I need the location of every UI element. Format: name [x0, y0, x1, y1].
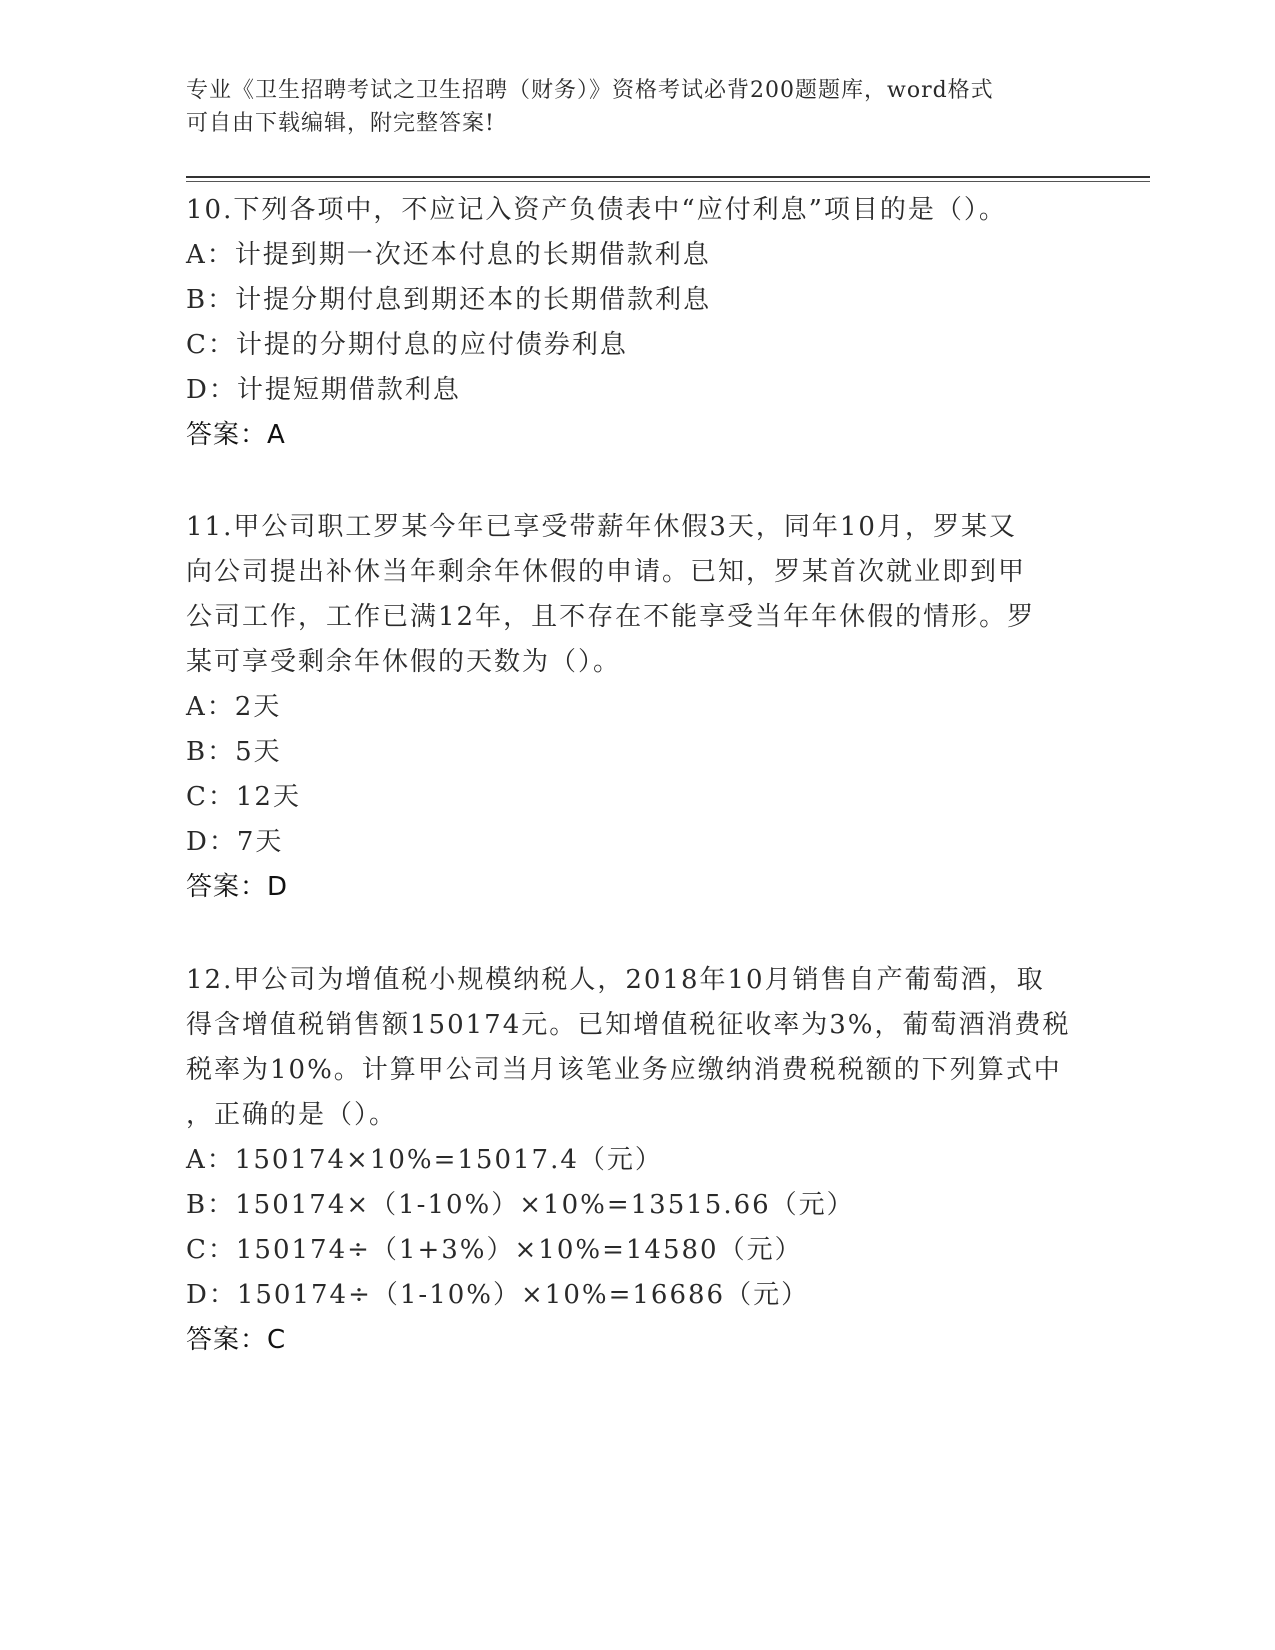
question-12: [186, 958, 1086, 1363]
header-title-line-1: 专业《卫生招聘考试之卫生招聘（财务）》资格考试必背200题题库，word格式: [186, 78, 994, 103]
option-c: C：12天: [186, 782, 301, 812]
option-b: B：5天: [186, 737, 282, 767]
answer-line: 答案：C: [186, 1325, 287, 1355]
option-a: A：150174×10%=15017.4（元）: [186, 1145, 663, 1175]
option-a: A：2天: [186, 692, 282, 722]
option-d: D：150174÷（1-10%）×10%=16686（元）: [186, 1280, 810, 1310]
answer-line: 答案：D: [186, 872, 289, 902]
option-b: B：计提分期付息到期还本的长期借款利息: [186, 285, 712, 315]
header-divider-thick: [186, 176, 1150, 178]
option-b: B：150174×（1-10%）×10%=13515.66（元）: [186, 1190, 855, 1220]
question-stem-line: 12.甲公司为增值税小规模纳税人，2018年10月销售自产葡萄酒，取: [186, 965, 1045, 995]
answer-line: 答案：A: [186, 420, 286, 450]
option-d: D：计提短期借款利息: [186, 375, 461, 405]
option-d: D：7天: [186, 827, 284, 857]
option-c: C：计提的分期付息的应付债券利息: [186, 330, 628, 360]
question-stem-line: 得含增值税销售额150174元。已知增值税征收率为3%，葡萄酒消费税: [186, 1010, 1071, 1040]
question-stem-line: ，正确的是（）。: [186, 1100, 398, 1130]
document-header: [186, 74, 1066, 140]
question-stem-line: 10.下列各项中，不应记入资产负债表中“应付利息”项目的是（）。: [186, 195, 1007, 225]
header-divider-thin: [186, 181, 1150, 182]
question-stem-line: 税率为10%。计算甲公司当月该笔业务应缴纳消费税税额的下列算式中: [186, 1055, 1062, 1085]
question-stem-line: 公司工作，工作已满12年，且不存在不能享受当年年休假的情形。罗: [186, 602, 1036, 632]
option-a: A：计提到期一次还本付息的长期借款利息: [186, 240, 711, 270]
question-11: [186, 505, 1086, 910]
question-10: [186, 188, 1086, 458]
question-stem-line: 11.甲公司职工罗某今年已享受带薪年休假3天，同年10月，罗某又: [186, 512, 1017, 542]
question-stem-line: 某可享受剩余年休假的天数为（）。: [186, 647, 622, 677]
header-title-line-2: 可自由下载编辑，附完整答案!: [186, 111, 495, 136]
question-stem-line: 向公司提出补休当年剩余年休假的申请。已知，罗某首次就业即到甲: [186, 557, 1027, 587]
option-c: C：150174÷（1+3%）×10%=14580（元）: [186, 1235, 803, 1265]
